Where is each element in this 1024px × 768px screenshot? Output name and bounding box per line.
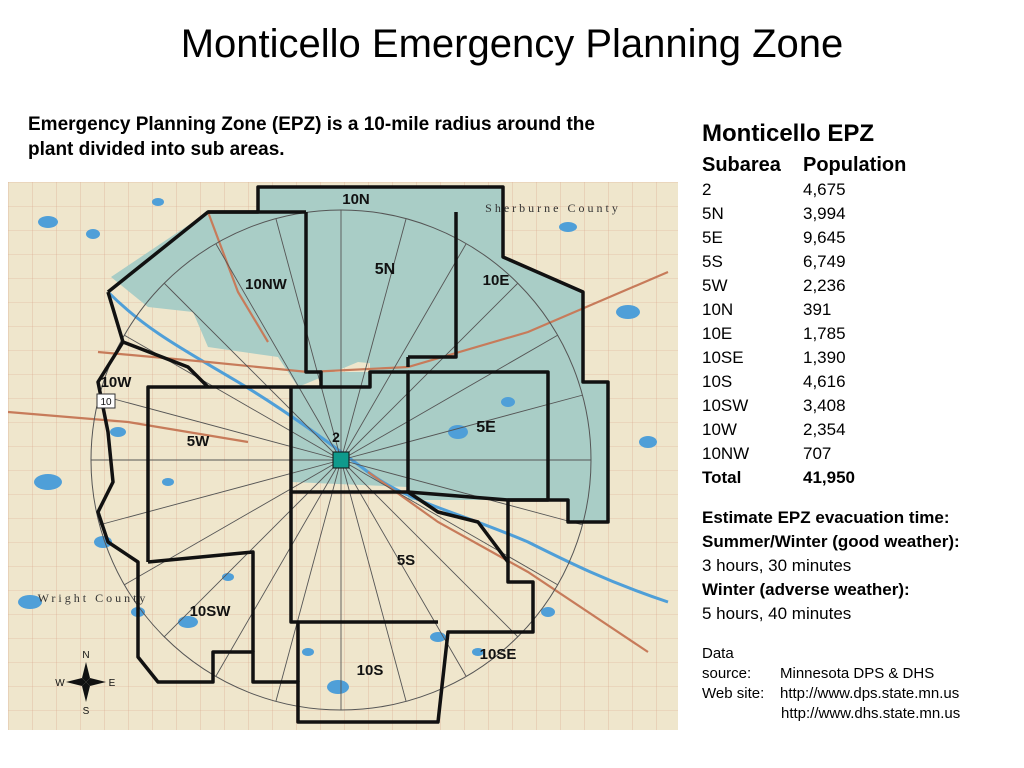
- zone-label-5n: 5N: [374, 261, 396, 278]
- subarea-cell: 10S: [702, 372, 733, 391]
- population-cell: 1,390: [803, 348, 846, 367]
- subarea-cell: 10NW: [702, 444, 750, 463]
- winter-value: 5 hours, 40 minutes: [702, 604, 852, 623]
- zone-label-10s: 10S: [356, 662, 384, 679]
- svg-text:10: 10: [100, 397, 112, 408]
- winter-label: Winter (adverse weather):: [702, 580, 910, 599]
- svg-text:N: N: [82, 650, 90, 661]
- epz-map: [8, 182, 678, 730]
- table-row: [702, 370, 906, 394]
- svg-text:E: E: [108, 678, 116, 689]
- table-row: [702, 418, 906, 442]
- col-subarea-header: Subarea: [702, 154, 781, 176]
- zone-label-10e: 10E: [482, 272, 510, 289]
- data-source-line: [702, 644, 1018, 684]
- population-cell: 4,616: [803, 372, 846, 391]
- website-link-dps[interactable]: http://www.dps.state.mn.us: [780, 685, 960, 702]
- total-value: 41,950: [803, 468, 855, 487]
- subarea-cell: 2: [702, 180, 712, 199]
- col-population-header: Population: [803, 154, 907, 176]
- epz-info-panel: [702, 118, 1018, 724]
- intro-text: Emergency Planning Zone (EPZ) is a 10-mile radius around the plant divided into sub areas.: [28, 114, 595, 160]
- subarea-cell: 10SE: [702, 348, 744, 367]
- population-cell: 9,645: [803, 228, 846, 247]
- population-cell: 2,236: [803, 276, 846, 295]
- population-cell: 3,408: [803, 396, 846, 415]
- subarea-cell: 10N: [702, 300, 734, 319]
- table-row: [702, 250, 906, 274]
- population-cell: 2,354: [803, 420, 846, 439]
- table-row: [702, 274, 906, 298]
- subarea-cell: 10E: [702, 324, 733, 343]
- evacuation-section: [702, 506, 1018, 626]
- epz-heading: Monticello EPZ: [702, 120, 875, 147]
- page-title: Monticello Emergency Planning Zone: [180, 22, 844, 66]
- population-cell: 6,749: [803, 252, 846, 271]
- table-row: [702, 346, 906, 370]
- population-cell: 1,785: [803, 324, 846, 343]
- table-row: [702, 202, 906, 226]
- table-row: [702, 298, 906, 322]
- table-row: [702, 442, 906, 466]
- zone-label-10nw: 10NW: [245, 276, 287, 293]
- subarea-cell: 5N: [702, 204, 724, 223]
- zone-label-2: 2: [332, 429, 340, 445]
- website-link-dhs[interactable]: http://www.dhs.state.mn.us: [781, 705, 961, 722]
- population-cell: 4,675: [803, 180, 846, 199]
- table-row: [702, 226, 906, 250]
- zone-label-10n: 10N: [342, 191, 370, 208]
- population-cell: 707: [803, 444, 832, 463]
- highway-shield-icon: [97, 394, 115, 408]
- subarea-cell: 5W: [702, 276, 728, 295]
- table-header-row: [702, 152, 906, 178]
- zone-label-10w: 10W: [100, 374, 132, 391]
- table-row: [702, 322, 906, 346]
- zone-label-10sw: 10SW: [189, 603, 231, 620]
- svg-text:S: S: [82, 706, 90, 717]
- population-table: [702, 152, 906, 490]
- evacuation-heading: Estimate EPZ evacuation time:: [702, 508, 950, 527]
- plant-icon: [333, 452, 349, 468]
- summer-label: Summer/Winter (good weather):: [702, 532, 960, 551]
- summer-value: 3 hours, 30 minutes: [702, 556, 852, 575]
- data-source-label: Data source:: [702, 645, 752, 682]
- county-label-wright: Wright County: [37, 591, 149, 605]
- subarea-cell: 5S: [702, 252, 723, 271]
- zone-label-5e: 5E: [476, 419, 496, 436]
- svg-text:W: W: [55, 678, 65, 689]
- subarea-cell: 5E: [702, 228, 723, 247]
- source-section: [702, 644, 1018, 724]
- zone-label-10se: 10SE: [479, 646, 517, 663]
- total-label: Total: [702, 468, 742, 487]
- zone-label-5s: 5S: [396, 552, 416, 569]
- website-label: Web site:: [702, 685, 765, 702]
- population-cell: 391: [803, 300, 832, 319]
- website-line: [702, 684, 1018, 704]
- table-total-row: [702, 466, 906, 490]
- population-cell: 3,994: [803, 204, 846, 223]
- subarea-cell: 10SW: [702, 396, 749, 415]
- county-label-sherburne: Sherburne County: [485, 201, 621, 215]
- table-row: [702, 394, 906, 418]
- data-source-value: Minnesota DPS & DHS: [780, 665, 935, 682]
- subarea-cell: 10W: [702, 420, 737, 439]
- table-row: [702, 178, 906, 202]
- zone-label-5w: 5W: [186, 433, 210, 450]
